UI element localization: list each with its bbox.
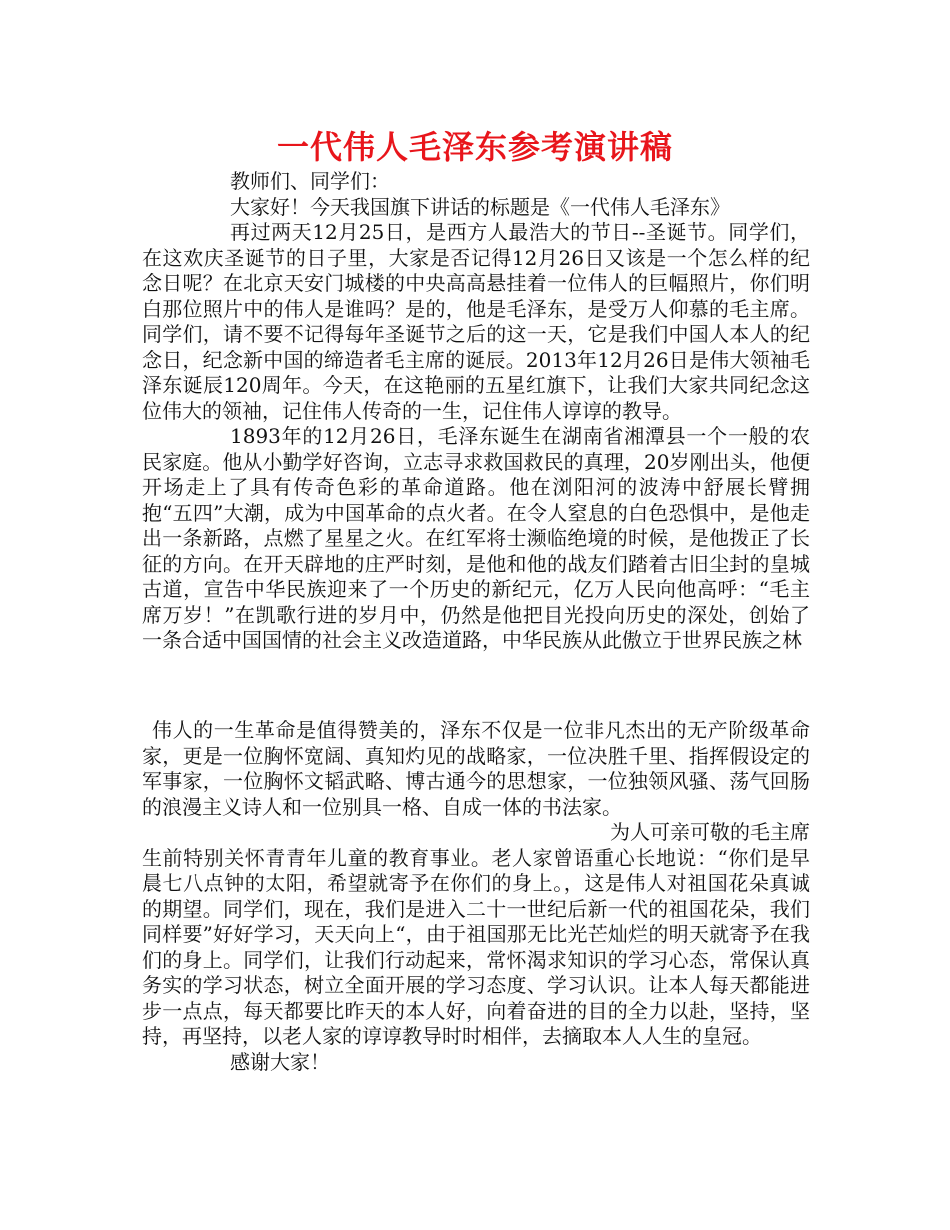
education-paragraph: 为人可亲可敬的毛主席生前特别关怀青青年儿童的教育事业。老人家曾语重心长地说：“你们是早晨七八点钟的太阳，希望就寄予在你们的身上。，这是伟人对祖国花朵真诚的期望。同学们，现在，我们是进入二十一世纪后新一代的祖国花朵，我们同样要”好好学习，天天向上“，由于祖国那无比光芒灿烂的明天就寄予在我们的身上。同学们，让我们行动起来，常怀渴求知识的学习心态，常保认真务实的学习状态，树立全面开展的学习态度、学习认识。让本人每天都能进步一点点，每天都要比昨天的本人好，向着奋进的目的全力以赴，坚持，坚持，再坚持，以老人家的谆谆教导时时相伴，去摘取本人人生的皇冠。 xyxy=(142,820,810,1048)
biography-paragraph: 1893年的12月26日，毛泽东诞生在湖南省湘潭县一个一般的农民家庭。他从小勤学好咨询，立志寻求救国救民的真理，20岁刚出头，他便开场走上了具有传奇色彩的革命道路。他在浏阳河的波涛中舒展长臂拥抱“五四”大潮，成为中国革命的点火者。在令人窒息的白色恐惧中，是他走出一条新路，点燃了星星之火。在红军将士濒临绝境的时候，是他拨正了长征的方向。在开天辟地的庄严时刻，是他和他的战友们踏着古旧尘封的皇城古道，宣告中华民族迎来了一个历史的新纪元，亿万人民向他高呼：“毛主席万岁！”在凯歌行进的岁月中，仍然是他把目光投向历史的深处，创始了一条合适中国国情的社会主义改造道路，中华民族从此傲立于世界民族之林 xyxy=(142,424,810,652)
document-title: 一代伟人毛泽东参考演讲稿 xyxy=(276,128,673,166)
closing-thanks: 感谢大家！ xyxy=(230,1049,330,1074)
praise-paragraph: 伟人的一生革命是值得赞美的，泽东不仅是一位非凡杰出的无产阶级革命家，更是一位胸怀宽阔、真知灼见的战略家，一位决胜千里、指挥假设定的军事家，一位胸怀文韬武略、博古通今的思想家，一位独领风骚、荡气回肠的浪漫主义诗人和一位别具一格、自成一体的书法家。 xyxy=(142,718,810,819)
salutation: 教师们、同学们： xyxy=(230,169,390,193)
christmas-paragraph: 再过两天12月25日，是西方人最浩大的节日--圣诞节。同学们，在这欢庆圣诞节的日子里，大家是否记得12月26日又该是一个怎么样的纪念日呢？在北京天安门城楼的中央高高悬挂着一位伟人的巨幅照片，你们明白那位照片中的伟人是谁吗？是的，他是毛泽东，是受万人仰慕的毛主席。同学们，请不要不记得每年圣诞节之后的这一天，它是我们中国人本人的纪念日，纪念新中国的缔造者毛主席的诞辰。2013年12月26日是伟大领袖毛泽东诞辰120周年。今天，在这艳丽的五星红旗下，让我们大家共同纪念这位伟大的领袖，记住伟人传奇的一生，记住伟人谆谆的教导。 xyxy=(142,220,810,423)
greeting-paragraph: 大家好！今天我国旗下讲话的标题是《一代伟人毛泽东》 xyxy=(230,194,730,219)
speech-body-top xyxy=(142,169,810,654)
speech-body-bottom xyxy=(142,718,810,1075)
